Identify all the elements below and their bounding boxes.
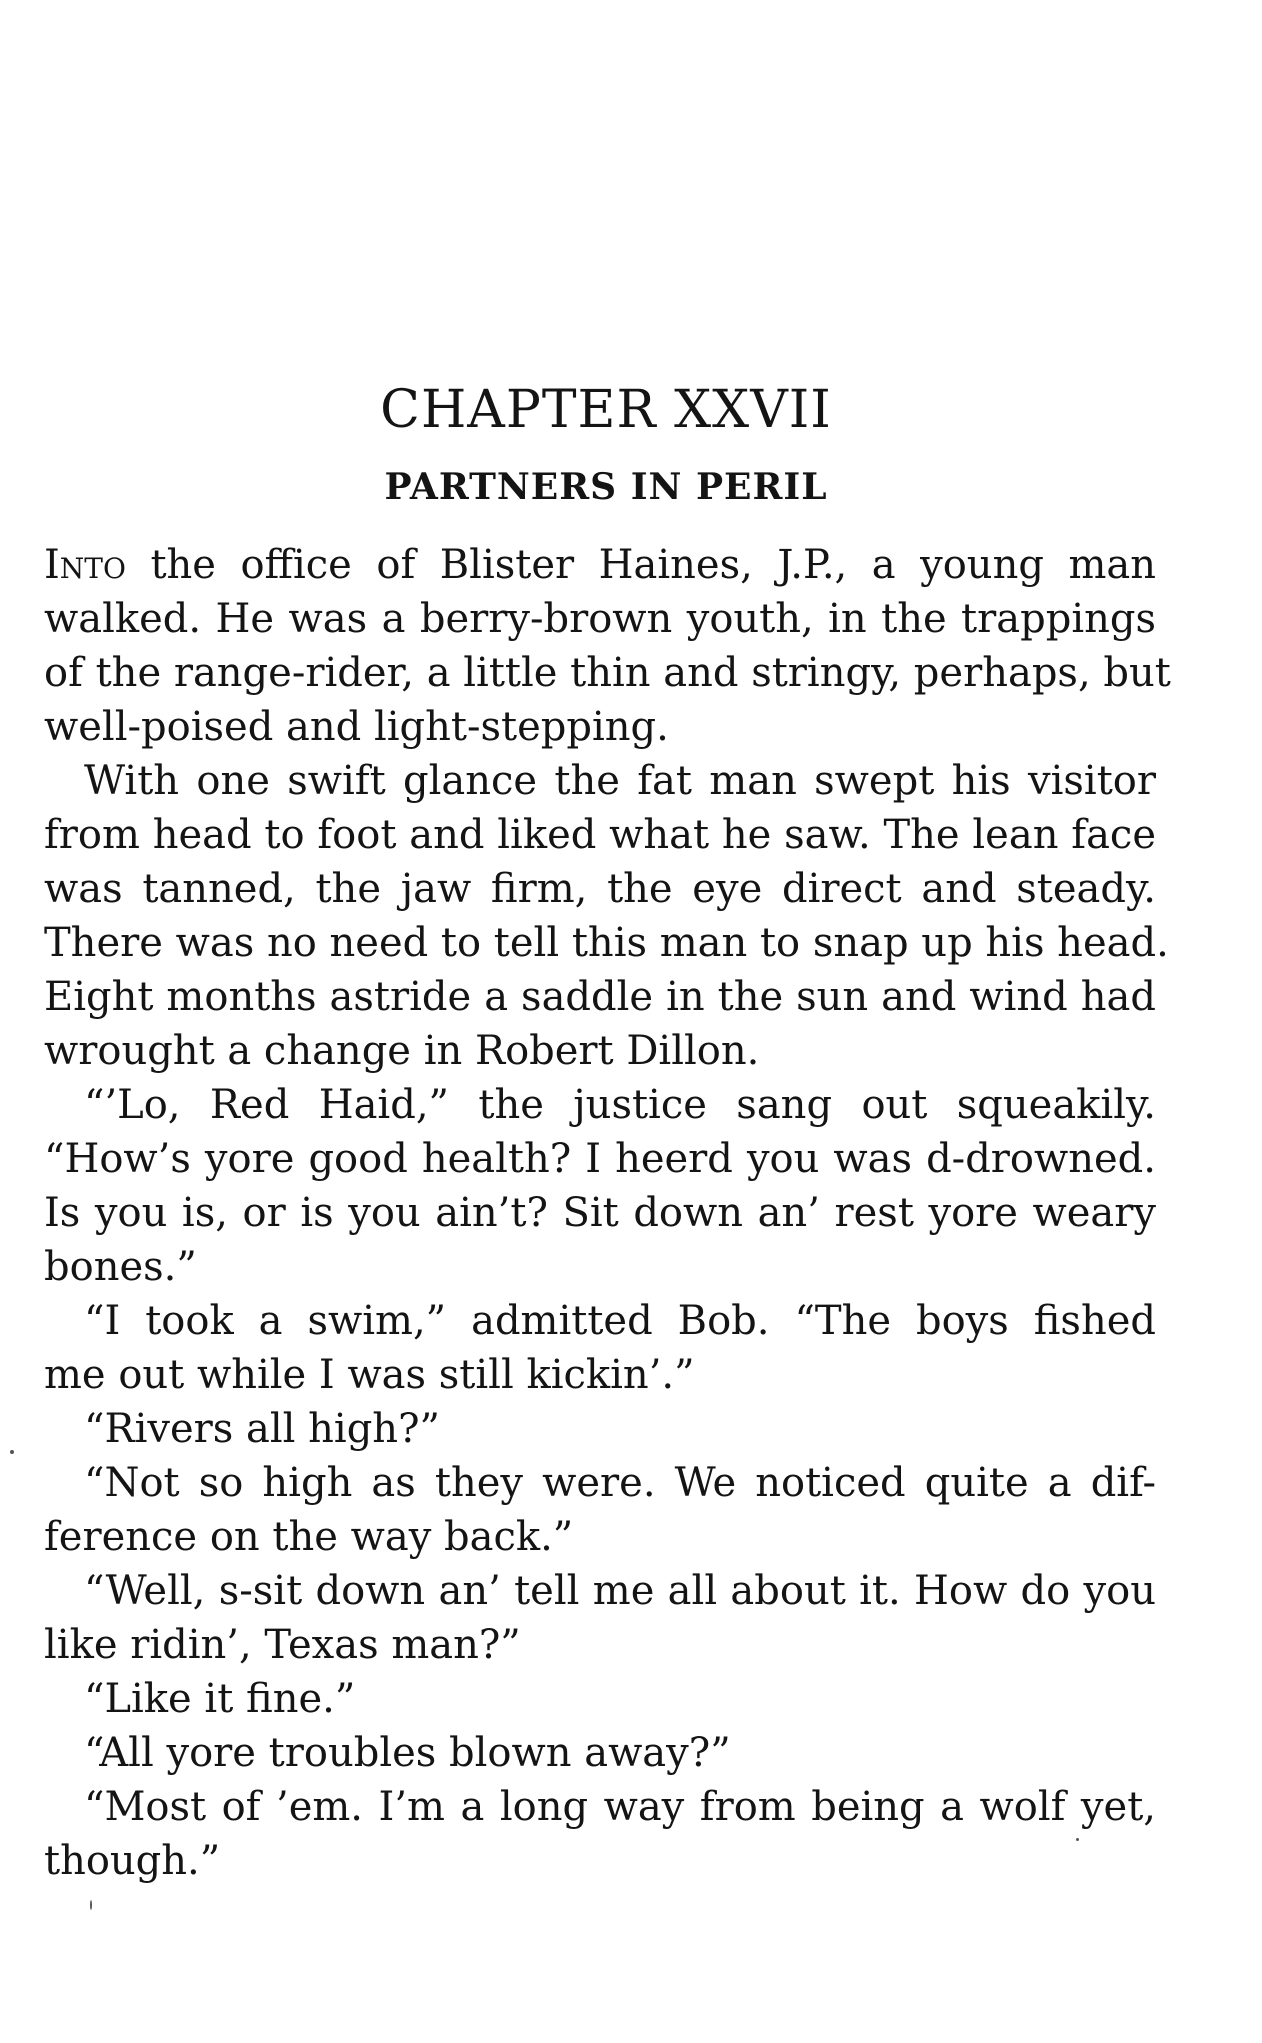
text-line: wrought a change in Robert Dillon. bbox=[44, 1028, 760, 1074]
text-line: Is you is, or is you ain’t? Sit down an’ rest yore weary bbox=[44, 1190, 1156, 1236]
text-line: “Well, s-sit down an’ tell me all about it. How do you bbox=[84, 1568, 1156, 1614]
text-line: “Rivers all high?” bbox=[84, 1406, 440, 1452]
text-line: well-poised and light-stepping. bbox=[44, 704, 669, 750]
text-line: Eight months astride a saddle in the sun and wind had bbox=[44, 974, 1156, 1020]
text-line: “Not so high as they were. We noticed quite a dif- bbox=[84, 1460, 1156, 1506]
body-text bbox=[44, 538, 1171, 1888]
text-line: from head to foot and liked what he saw. The lean face bbox=[44, 812, 1156, 858]
scan-speck bbox=[1076, 1838, 1079, 1841]
text-line: me out while I was still kickin’.” bbox=[44, 1352, 695, 1398]
text-line: There was no need to tell this man to snap up his head. bbox=[44, 920, 1169, 966]
scan-speck bbox=[90, 1900, 92, 1910]
text-line: “How’s yore good health? I heerd you was d-drowned. bbox=[44, 1136, 1156, 1182]
text-line: With one swift glance the fat man swept his visitor bbox=[84, 758, 1156, 804]
text-line: “Most of ’em. I’m a long way from being a wolf yet, bbox=[84, 1784, 1156, 1830]
text-line: of the range-rider, a little thin and stringy, perhaps, but bbox=[44, 650, 1171, 696]
text-line: bones.” bbox=[44, 1244, 197, 1290]
text-line: “Like it fine.” bbox=[84, 1676, 356, 1722]
text-line: ference on the way back.” bbox=[44, 1514, 574, 1560]
chapter-subtitle: PARTNERS IN PERIL bbox=[384, 466, 828, 508]
text-line: was tanned, the jaw firm, the eye direct and steady. bbox=[44, 866, 1156, 912]
text-line: “’Lo, Red Haid,” the justice sang out squeakily. bbox=[84, 1082, 1156, 1128]
text-line: walked. He was a berry-brown youth, in the trappings bbox=[44, 596, 1156, 642]
text-line: like ridin’, Texas man?” bbox=[44, 1622, 521, 1668]
text-line: though.” bbox=[44, 1838, 221, 1884]
text-line: “All yore troubles blown away?” bbox=[84, 1730, 731, 1776]
text-line: Into the office of Blister Haines, J.P., a young man bbox=[44, 542, 1156, 588]
first-word: Into bbox=[44, 542, 126, 588]
scan-speck bbox=[10, 1450, 14, 1454]
text-line: “I took a swim,” admitted Bob. “The boys fished bbox=[84, 1298, 1156, 1344]
chapter-title: CHAPTER XXVII bbox=[380, 380, 832, 440]
